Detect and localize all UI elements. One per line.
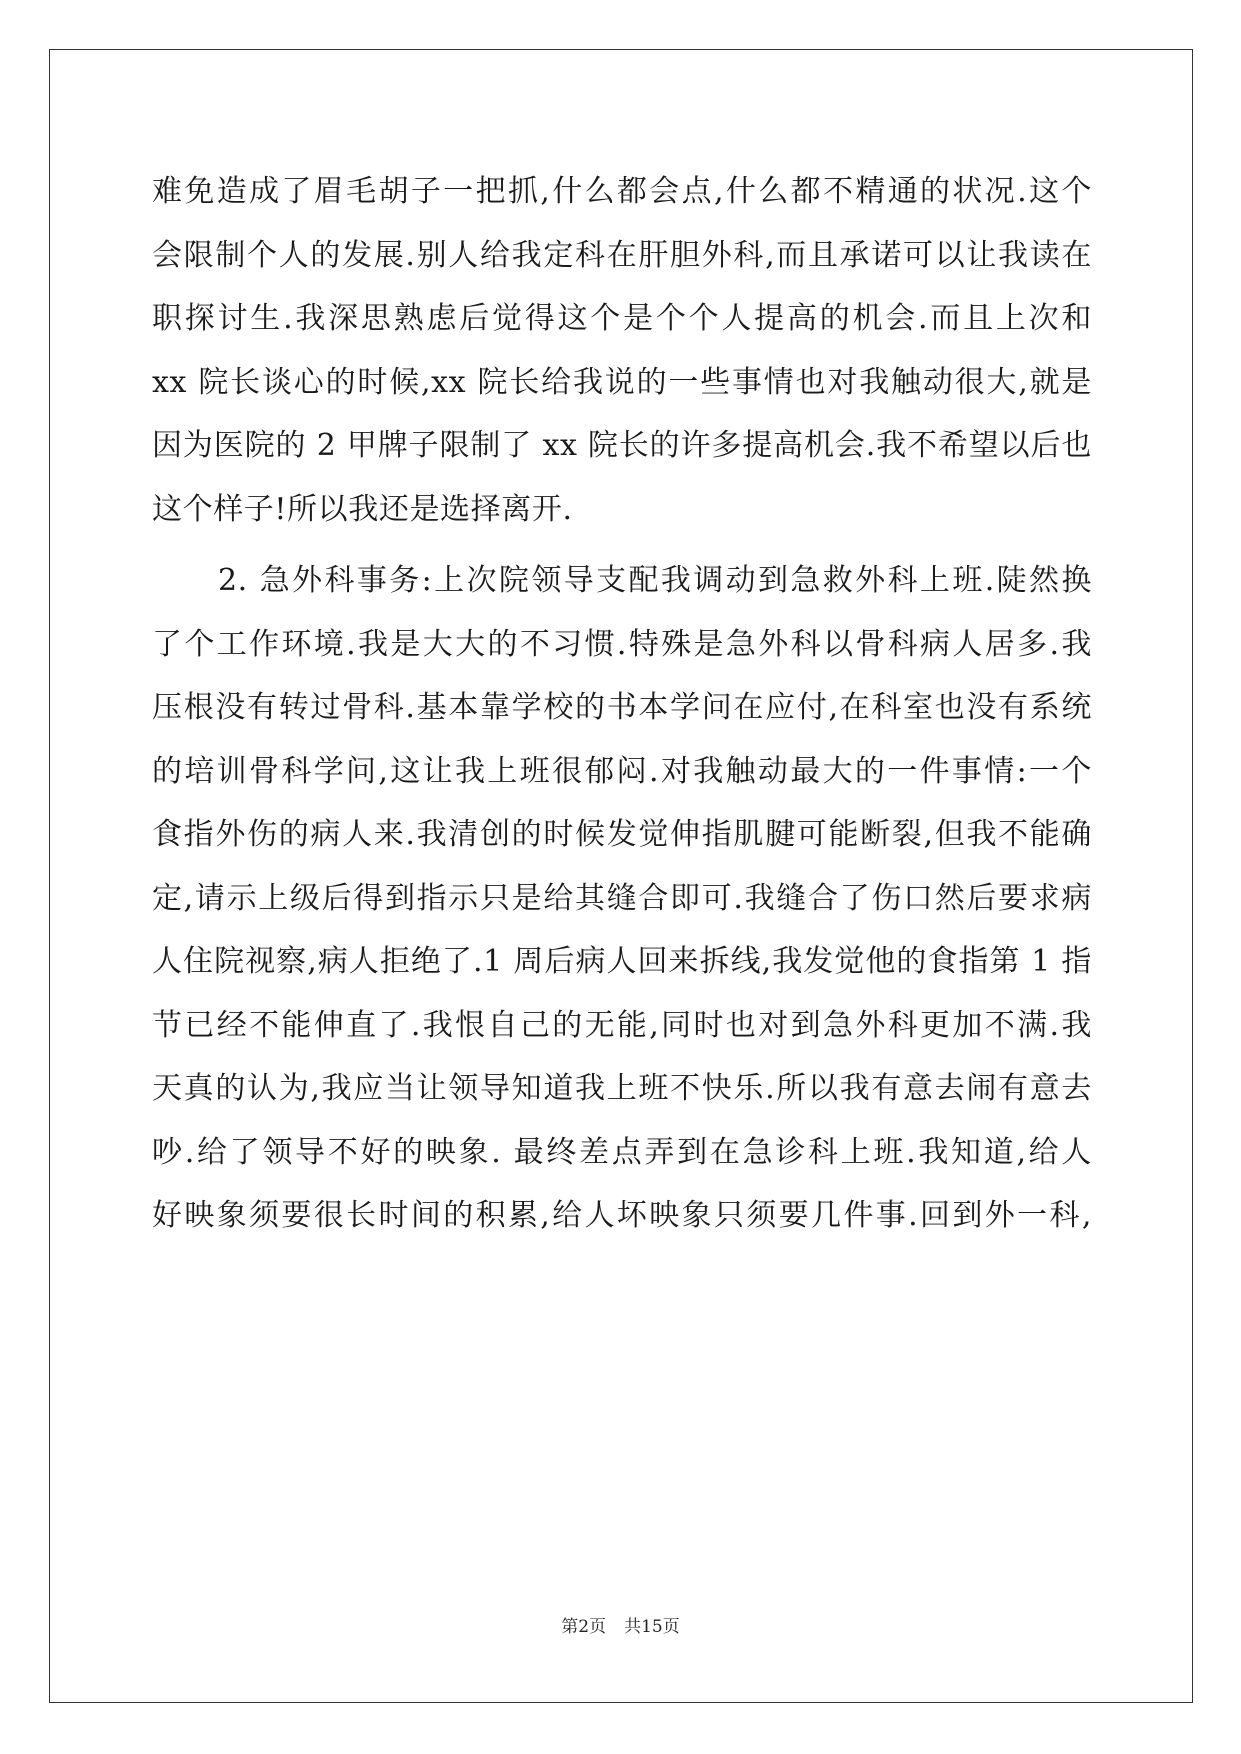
- text-line: 好映象须要很长时间的积累,给人坏映象只须要几件事.回到外一科,: [152, 1198, 1092, 1233]
- text-line: xx 院长谈心的时候,xx 院长给我说的一些事情也对我触动很大,就是: [152, 364, 1092, 400]
- document-body: [152, 160, 1092, 1248]
- text-line: 了个工作环境.我是大大的不习惯.特殊是急外科以骨科病人居多.我: [152, 626, 1092, 662]
- text-line: 这个样子!所以我还是选择离开.: [152, 491, 573, 527]
- text-line: 压根没有转过骨科.基本靠学校的书本学问在应付,在科室也没有系统: [152, 690, 1092, 725]
- page-total: 共15页: [624, 1617, 680, 1637]
- text-line: 2. 急外科事务:上次院领导支配我调动到急救外科上班.陡然换: [218, 563, 1092, 598]
- text-line: 难免造成了眉毛胡子一把抓,什么都会点,什么都不精通的状况.这个: [152, 174, 1092, 209]
- page-footer: [0, 1612, 1241, 1637]
- text-line: 吵.给了领导不好的映象. 最终差点弄到在急诊科上班.我知道,给人: [152, 1134, 1092, 1170]
- text-line: 的培训骨科学问,这让我上班很郁闷.对我触动最大的一件事情:一个: [152, 753, 1092, 789]
- text-line: 食指外伤的病人来.我清创的时候发觉伸指肌腱可能断裂,但我不能确: [152, 817, 1092, 852]
- text-line: 因为医院的 2 甲牌子限制了 xx 院长的许多提高机会.我不希望以后也: [152, 428, 1092, 463]
- text-line: 会限制个人的发展.别人给我定科在肝胆外科,而且承诺可以让我读在: [152, 237, 1092, 273]
- text-line: 职探讨生.我深思熟虑后觉得这个是个个人提高的机会.而且上次和: [152, 301, 1092, 336]
- page-number: 第2页: [561, 1617, 607, 1637]
- text-line: 人住院视察,病人拒绝了.1 周后病人回来拆线,我发觉他的食指第 1 指: [152, 944, 1092, 979]
- text-line: 节已经不能伸直了.我恨自己的无能,同时也对到急外科更加不满.我: [152, 1007, 1092, 1043]
- text-line: 天真的认为,我应当让领导知道我上班不快乐.所以我有意去闹有意去: [152, 1071, 1092, 1106]
- text-line: 定,请示上级后得到指示只是给其缝合即可.我缝合了伤口然后要求病: [152, 880, 1092, 916]
- paragraph-2: [152, 549, 1092, 1248]
- paragraph-1: [152, 160, 1092, 541]
